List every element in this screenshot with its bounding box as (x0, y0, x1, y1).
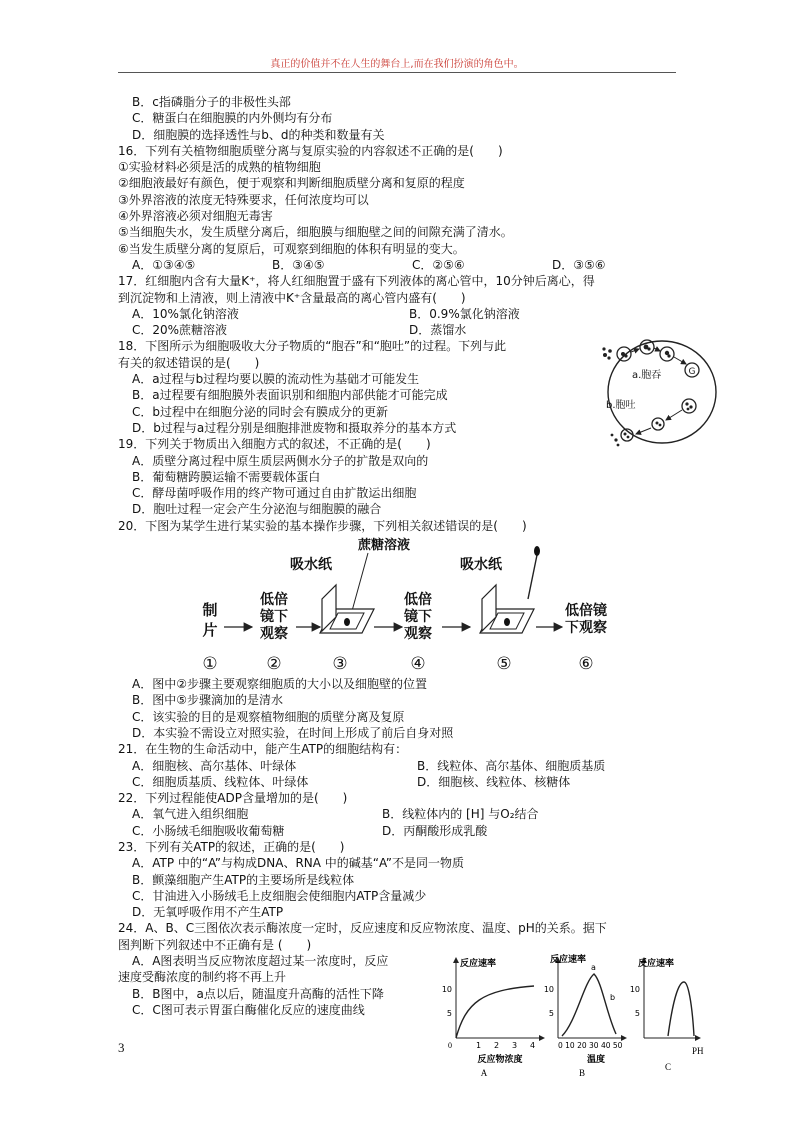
svg-text:0: 0 (448, 1041, 452, 1050)
svg-text:反应速率: 反应速率 (638, 959, 675, 969)
q24-option-a-1: A．A图表明当反应物浓度超过某一浓度时，反应 (132, 954, 389, 969)
q18-stem-1: 18．下图所示为细胞吸收大分子物质的“胞吞”和“胞吐”的过程。下列与此 (118, 339, 507, 354)
q16-stem: 16．下列有关植物细胞质壁分离与复原实验的内容叙述不正确的是( ) (118, 143, 503, 158)
svg-text:2: 2 (494, 1041, 500, 1050)
q17-option-c: C．20%蔗糖溶液 (132, 323, 228, 338)
q16-item-6: ⑥当发生质壁分离的复原后，可观察到细胞的体积有明显的变大。 (118, 241, 465, 256)
q23-option-d: D．无氧呼吸作用不产生ATP (132, 905, 284, 920)
q18-option-a: A．a过程与b过程均要以膜的流动性为基础才可能发生 (132, 372, 420, 387)
svg-text:⑥: ⑥ (578, 654, 594, 674)
q22-options-row1 (118, 806, 678, 822)
label-endocytosis: a.胞吞 (632, 370, 662, 381)
q24-option-b: B．B图中，a点以后，随温度升高酶的活性下降 (132, 986, 384, 1001)
q20-option-c: C．该实验的目的是观察植物细胞的质壁分离及复原 (132, 709, 405, 724)
step-numbers (202, 654, 593, 674)
svg-text:3: 3 (512, 1041, 518, 1050)
q23-stem: 23．下列有关ATP的叙述，正确的是( ) (118, 839, 345, 854)
step4-label: 低倍镜下观察 (404, 592, 432, 642)
q16-item-2: ②细胞液最好有颜色，便于观察和判断细胞质壁分离和复原的程度 (118, 176, 465, 191)
q18-option-d: D．b过程与a过程分别是细胞排泄废物和摄取养分的基本方式 (132, 420, 457, 435)
svg-text:C: C (664, 1062, 672, 1072)
q21-option-b: B．线粒体、高尔基体、细胞质基质 (417, 758, 606, 773)
q17-option-b: B．0.9%氯化钠溶液 (409, 306, 520, 321)
q21-options-row1 (118, 758, 678, 774)
absorbent-paper-label-1: 吸水纸 (290, 557, 332, 573)
dropper-icon (528, 555, 537, 599)
q22-options-row2 (118, 823, 678, 839)
q22-option-d: D．丙酮酸形成乳酸 (382, 823, 488, 838)
svg-text:10: 10 (441, 985, 452, 994)
q15-option-b: B．c指磷脂分子的非极性头部 (132, 95, 291, 109)
plasmolysis-procedure-figure (190, 537, 610, 677)
absorbent-paper-label-2: 吸水纸 (460, 557, 502, 573)
q19-option-c: C．酵母菌呼吸作用的终产物可通过自由扩散运出细胞 (132, 486, 417, 501)
sucrose-solution-label: 蔗糖溶液 (358, 538, 411, 553)
label-exocytosis: b.胞吐 (606, 400, 636, 411)
q16-item-5: ⑤当细胞失水，发生质壁分离后，细胞膜与细胞壁之间的间隙充满了清水。 (118, 225, 513, 240)
q22-option-a: A．氧气进入组织细胞 (132, 807, 249, 822)
q16-options (118, 257, 678, 273)
svg-text:G: G (688, 367, 696, 377)
svg-text:①: ① (202, 654, 218, 674)
q20-stem: 20．下图为某学生进行某实验的基本操作步骤，下列相关叙述错误的是( ) (118, 518, 527, 533)
q16-item-4: ④外界溶液必须对细胞无毒害 (118, 209, 273, 224)
step2-label: 低倍镜下观察 (260, 592, 288, 642)
q20-option-b: B．图中⑤步骤滴加的是清水 (132, 693, 283, 708)
enzyme-graphs-figure (441, 952, 708, 1078)
q16-item-3: ③外界溶液的浓度无特殊要求，任何浓度均可以 (118, 192, 369, 207)
q15-option-d: D．细胞膜的选择透性与b、d的种类和数量有关 (132, 127, 385, 142)
q18-option-b: B．a过程要有细胞膜外表面识别和细胞内部供能才可能完成 (132, 388, 448, 403)
header-divider (118, 72, 676, 73)
q24-stem-1: 24．A、B、C三图依次表示酶浓度一定时，反应速度和反应物浓度、温度、pH的关系。据下 (118, 921, 607, 936)
q22-stem: 22．下列过程能使ADP含量增加的是( ) (118, 791, 348, 806)
secretory-vesicle-icon (682, 399, 696, 413)
svg-text:0 10 20 30 40 50: 0 10 20 30 40 50 (558, 1041, 623, 1050)
svg-text:③: ③ (332, 654, 348, 674)
q17-option-d: D．蒸馏水 (409, 323, 467, 338)
svg-text:④: ④ (410, 654, 426, 674)
q19-option-d: D．胞吐过程一定会产生分泌泡与细胞膜的融合 (132, 502, 382, 517)
q24-stem-2: 图判断下列叙述中不正确有是 ( ) (118, 937, 312, 952)
q19-stem: 19．下列关于物质出入细胞方式的叙述，不正确的是( ) (118, 437, 431, 452)
svg-text:1: 1 (476, 1041, 482, 1050)
svg-text:10: 10 (629, 985, 640, 994)
q18-stem-2: 有关的叙述错误的是( ) (118, 355, 260, 370)
q17-stem-1: 17．红细胞内含有大量K⁺，将人红细胞置于盛有下列液体的离心管中，10分钟后离心，得 (118, 274, 595, 289)
q17-options-row1 (118, 306, 678, 322)
q22-option-c: C．小肠绒毛细胞吸收葡萄糖 (132, 823, 285, 838)
q17-stem-2: 到沉淀物和上清液，则上清液中K⁺含量最高的离心管内盛有( ) (118, 290, 466, 305)
q20-option-d: D．本实验不需设立对照实验，在时间上形成了前后自身对照 (132, 725, 454, 740)
q19-option-a: A．质壁分离过程中原生质层两侧水分子的扩散是双向的 (132, 453, 429, 468)
cell-endocytosis-figure (596, 336, 720, 448)
graph-c (630, 957, 704, 1072)
svg-text:5: 5 (446, 1009, 452, 1018)
svg-text:反应物浓度: 反应物浓度 (477, 1055, 523, 1065)
q17-option-a: A．10%氯化钠溶液 (132, 306, 239, 321)
q21-options-row2 (118, 774, 678, 790)
step1-label: 制片 (202, 601, 218, 639)
q19-option-b: B．葡萄糖跨膜运输不需要载体蛋白 (132, 469, 321, 484)
svg-text:A: A (480, 1068, 488, 1078)
q20-option-a: A．图中②步骤主要观察细胞质的大小以及细胞壁的位置 (132, 677, 427, 692)
q23-option-b: B．颤藻细胞产生ATP的主要场所是线粒体 (132, 872, 355, 887)
svg-text:b: b (610, 993, 616, 1002)
svg-text:②: ② (266, 654, 282, 674)
q21-option-d: D．细胞核、线粒体、核糖体 (417, 774, 571, 789)
q16-item-1: ①实验材料必须是活的成熟的植物细胞 (118, 160, 321, 175)
q16-option-a: A．①③④⑤ (132, 257, 196, 272)
page-header: 真正的价值并不在人生的舞台上,而在我们扮演的角色中。 (270, 59, 524, 70)
q24-option-a-2: 速度受酶浓度的制约将不再上升 (118, 970, 287, 985)
q18-option-c: C．b过程中在细胞分泌的同时会有膜成分的更新 (132, 404, 388, 419)
graph-a (442, 957, 544, 1078)
svg-text:PH: PH (692, 1046, 704, 1056)
svg-text:B: B (578, 1068, 586, 1078)
svg-text:10: 10 (543, 985, 554, 994)
q23-option-c: C．甘油进入小肠绒毛上皮细胞会使细胞内ATP含量减少 (132, 888, 427, 903)
svg-text:反应速率: 反应速率 (460, 959, 497, 969)
q21-option-c: C．细胞质基质、线粒体、叶绿体 (132, 774, 309, 789)
step6-label: 低倍镜下观察 (565, 603, 607, 636)
q22-option-b: B．线粒体内的 [H] 与O₂结合 (382, 807, 539, 822)
q21-option-a: A．细胞核、高尔基体、叶绿体 (132, 758, 297, 773)
svg-text:⑤: ⑤ (496, 654, 512, 674)
q16-option-b: B．③④⑤ (272, 257, 325, 272)
svg-text:5: 5 (634, 1009, 640, 1018)
q16-option-d: D．③⑤⑥ (552, 257, 606, 272)
svg-text:a: a (591, 963, 596, 972)
svg-text:温度: 温度 (586, 1055, 606, 1065)
svg-text:4: 4 (530, 1041, 536, 1050)
q16-option-c: C．②⑤⑥ (412, 257, 465, 272)
q23-option-a: A．ATP 中的“A”与构成DNA、RNA 中的碱基“A”不是同一物质 (132, 856, 464, 871)
q24-option-c: C．C图可表示胃蛋白酶催化反应的速度曲线 (132, 1002, 365, 1017)
svg-text:5: 5 (548, 1009, 554, 1018)
page-number: 3 (118, 1040, 125, 1055)
q15-option-c: C．糖蛋白在细胞膜的内外侧均有分布 (132, 111, 333, 126)
q17-options-row2 (118, 322, 678, 338)
svg-text:反应速率: 反应速率 (550, 955, 587, 965)
q21-stem: 21．在生物的生命活动中，能产生ATP的细胞结构有： (118, 742, 408, 757)
graph-b (544, 953, 626, 1078)
